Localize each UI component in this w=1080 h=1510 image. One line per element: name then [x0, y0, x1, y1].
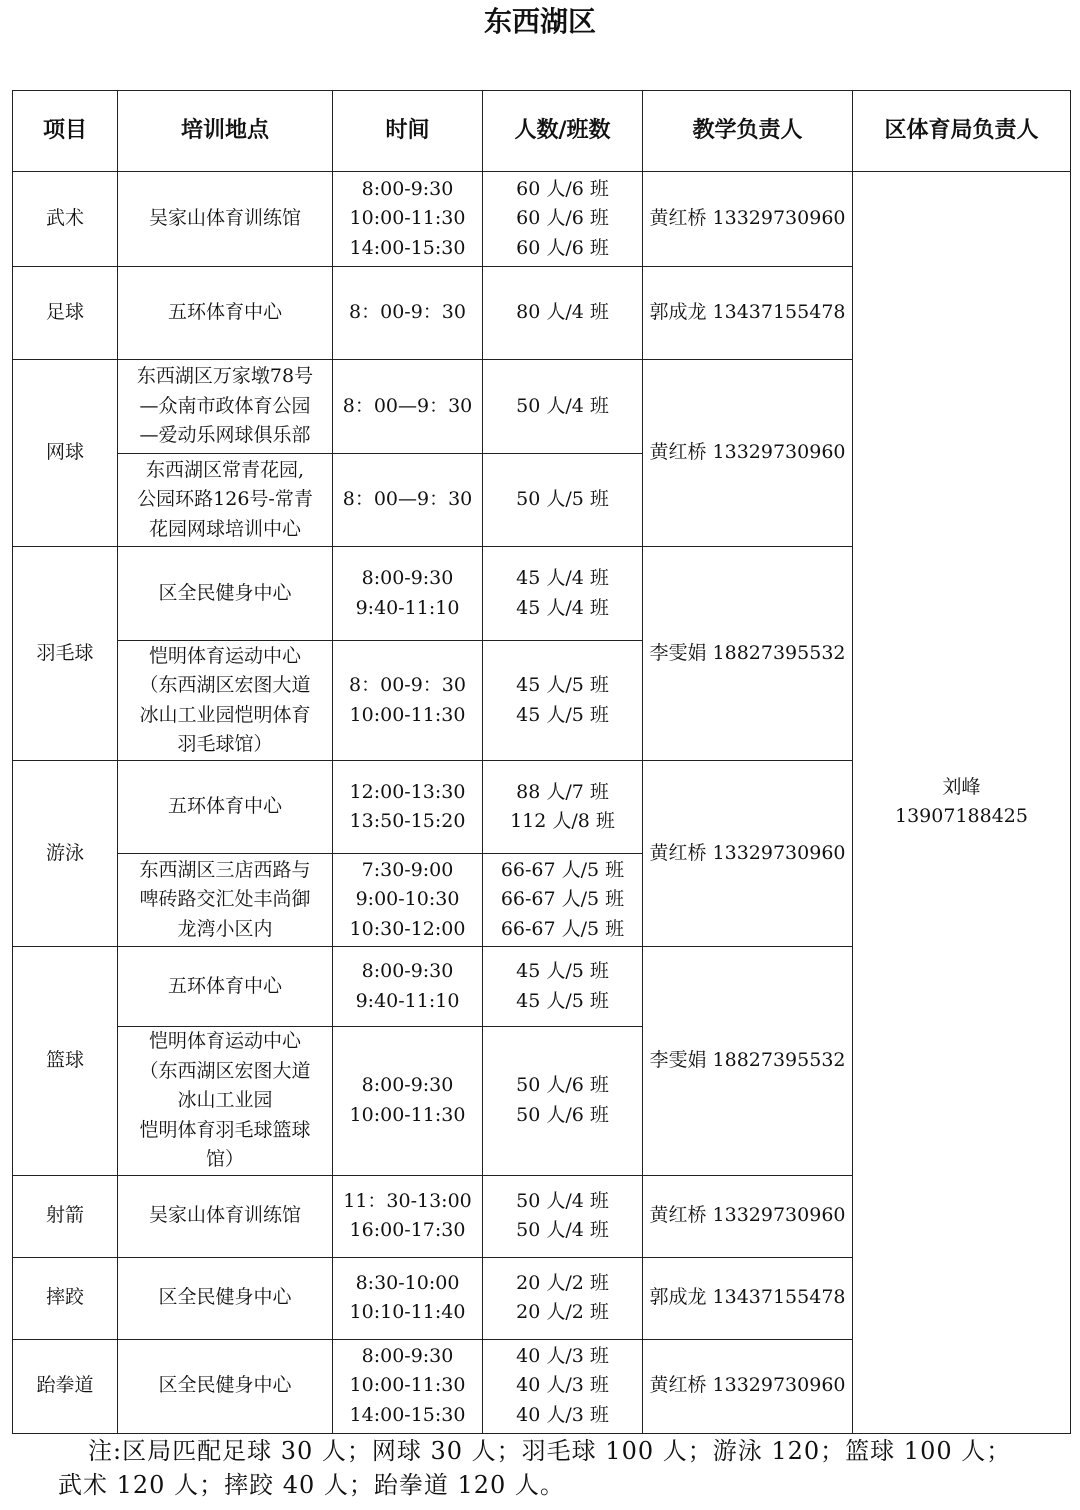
time-cell — [333, 761, 483, 854]
count-cell: 80 人/4 班 — [483, 267, 643, 360]
header-time: 时间 — [333, 91, 483, 172]
time-line: 8:00-9:30 — [361, 567, 454, 589]
teaching-lead-cell: 黄红桥 13329730960 — [643, 172, 853, 267]
time-cell — [333, 947, 483, 1027]
time-cell: 8：00—9：30 — [333, 360, 483, 454]
location-line: 龙湾小区内 — [177, 917, 273, 940]
location-cell: 区全民健身中心 — [118, 1339, 333, 1433]
location-line: 吴家山体育训练馆 — [148, 207, 301, 230]
project-cell: 射箭 — [13, 1175, 118, 1257]
time-cell — [333, 854, 483, 947]
location-cell: 五环体育中心 — [118, 267, 333, 360]
location-line: 恺明体育羽毛球篮球 — [139, 1118, 311, 1141]
count-line: 40 人/3 班 — [516, 1403, 609, 1426]
footnote-line-2: 武术 120 人；摔跤 40 人；跆拳道 120 人。 — [58, 1471, 565, 1499]
time-cell — [333, 1257, 483, 1339]
project-cell: 游泳 — [13, 761, 118, 947]
count-line: 112 人/8 班 — [510, 810, 615, 832]
time-cell: 8：00-9：30 — [333, 267, 483, 360]
count-line: 50 人/6 班 — [516, 1103, 609, 1126]
location-cell: 五环体育中心 — [118, 947, 333, 1027]
location-line: 冰山工业园恺明体育 — [139, 703, 311, 726]
location-line: —众南市政体育公园 — [139, 394, 311, 417]
project-cell: 羽毛球 — [13, 547, 118, 761]
header-count: 人数/班数 — [483, 91, 643, 172]
location-line: 冰山工业园 — [177, 1089, 273, 1111]
count-line: 60 人/6 班 — [516, 236, 609, 259]
schedule-table — [12, 90, 1071, 1434]
location-line: 馆） — [205, 1148, 244, 1170]
footnote-line-1: 注:区局匹配足球 30 人；网球 30 人；羽毛球 100 人；游泳 120；篮球 100 人； — [88, 1437, 1012, 1465]
teaching-lead-cell: 郭成龙 13437155478 — [643, 1257, 853, 1339]
time-line: 10:00-11:30 — [349, 207, 466, 230]
project-cell: 武术 — [13, 172, 118, 267]
location-line: 公园环路126号-常青 — [137, 488, 313, 511]
location-line: 东西湖区万家墩78号 — [136, 365, 314, 388]
time-line: 8:00-9:30 — [361, 1074, 454, 1097]
location-line: （东西湖区宏图大道 — [139, 674, 311, 696]
count-line: 66-67 人/5 班 — [500, 858, 625, 881]
location-cell — [118, 854, 333, 947]
count-line: 45 人/4 班 — [516, 596, 609, 619]
teaching-lead-cell: 郭成龙 13437155478 — [643, 267, 853, 360]
location-line: 啤砖路交汇处丰尚御 — [139, 888, 311, 911]
count-line: 20 人/2 班 — [516, 1301, 609, 1323]
location-cell — [118, 641, 333, 761]
district-lead-phone: 13907188425 — [895, 805, 1028, 828]
count-line: 45 人/5 班 — [516, 960, 609, 982]
count-line: 66-67 人/5 班 — [500, 888, 625, 911]
district-lead-cell — [853, 172, 1071, 1434]
location-line: 花园网球培训中心 — [148, 517, 301, 540]
footnote — [28, 1434, 1058, 1502]
count-line: 45 人/5 班 — [516, 989, 609, 1012]
count-line: 45 人/5 班 — [516, 703, 609, 726]
time-line: 11：30-13:00 — [343, 1189, 472, 1212]
count-cell — [483, 172, 643, 267]
time-cell — [333, 547, 483, 641]
count-line: 45 人/4 班 — [516, 567, 609, 589]
time-cell — [333, 172, 483, 267]
count-cell — [483, 547, 643, 641]
header-teaching-lead: 教学负责人 — [643, 91, 853, 172]
location-line: 东西湖区常青花园, — [145, 458, 305, 481]
time-line: 9:00-10:30 — [355, 888, 460, 911]
count-cell — [483, 1027, 643, 1176]
location-cell: 吴家山体育训练馆 — [118, 1175, 333, 1257]
time-line: 10:00-11:30 — [349, 1374, 466, 1397]
project-cell: 篮球 — [13, 947, 118, 1176]
time-line: 9:40-11:10 — [355, 596, 460, 619]
count-line: 66-67 人/5 班 — [500, 917, 625, 940]
count-line: 50 人/4 班 — [516, 1219, 609, 1241]
location-line: 东西湖区三店西路与 — [139, 858, 311, 881]
teaching-lead-cell: 李雯娟 18827395532 — [643, 547, 853, 761]
count-line: 40 人/3 班 — [516, 1374, 609, 1397]
header-row — [13, 91, 1071, 172]
district-lead-name: 刘峰 — [942, 775, 981, 798]
teaching-lead-cell: 黄红桥 13329730960 — [643, 360, 853, 547]
time-cell: 8：00—9：30 — [333, 454, 483, 547]
location-line: 恺明体育运动中心 — [148, 644, 301, 667]
teaching-lead-cell: 黄红桥 13329730960 — [643, 1339, 853, 1433]
time-line: 12:00-13:30 — [349, 780, 466, 803]
time-line: 13:50-15:20 — [349, 810, 466, 832]
header-district-lead: 区体育局负责人 — [853, 91, 1071, 172]
count-cell — [483, 641, 643, 761]
location-line: （东西湖区宏图大道 — [139, 1059, 311, 1082]
location-cell: 区全民健身中心 — [118, 547, 333, 641]
count-cell — [483, 947, 643, 1027]
header-project: 项目 — [13, 91, 118, 172]
location-cell: 五环体育中心 — [118, 761, 333, 854]
location-line: —爱动乐网球俱乐部 — [139, 424, 311, 447]
count-cell — [483, 1175, 643, 1257]
time-line: 16:00-17:30 — [349, 1219, 466, 1241]
location-cell — [118, 1027, 333, 1176]
page-title: 东西湖区 — [483, 5, 596, 38]
count-cell — [483, 1257, 643, 1339]
teaching-lead-cell: 黄红桥 13329730960 — [643, 761, 853, 947]
project-cell: 网球 — [13, 360, 118, 547]
count-line: 60 人/6 班 — [516, 177, 609, 200]
count-line: 20 人/2 班 — [516, 1271, 609, 1294]
time-line: 10:00-11:30 — [349, 703, 466, 726]
project-cell: 跆拳道 — [13, 1339, 118, 1433]
location-cell — [118, 454, 333, 547]
count-line: 88 人/7 班 — [516, 780, 609, 803]
count-cell — [483, 761, 643, 854]
time-cell — [333, 641, 483, 761]
time-line: 8:00-9:30 — [361, 177, 454, 200]
count-cell — [483, 854, 643, 947]
count-line: 45 人/5 班 — [516, 674, 609, 696]
time-cell — [333, 1175, 483, 1257]
count-line: 50 人/6 班 — [516, 1074, 609, 1097]
project-cell: 足球 — [13, 267, 118, 360]
time-line: 8:00-9:30 — [361, 960, 454, 982]
time-line: 10:30-12:00 — [349, 917, 466, 940]
header-location: 培训地点 — [118, 91, 333, 172]
time-line: 8:30-10:00 — [355, 1271, 460, 1294]
time-line: 10:00-11:30 — [349, 1103, 466, 1126]
location-cell — [118, 172, 333, 267]
teaching-lead-cell: 李雯娟 18827395532 — [643, 947, 853, 1176]
table-row-wushu — [13, 172, 1071, 267]
location-line: 恺明体育运动中心 — [148, 1030, 301, 1052]
time-line: 7:30-9:00 — [361, 858, 454, 881]
location-line: 羽毛球馆） — [177, 733, 273, 755]
location-cell — [118, 360, 333, 454]
time-line: 9:40-11:10 — [355, 989, 460, 1012]
location-cell: 区全民健身中心 — [118, 1257, 333, 1339]
time-line: 8:00-9:30 — [361, 1344, 454, 1367]
teaching-lead-cell: 黄红桥 13329730960 — [643, 1175, 853, 1257]
time-line: 14:00-15:30 — [349, 236, 466, 259]
count-cell: 50 人/5 班 — [483, 454, 643, 547]
project-cell: 摔跤 — [13, 1257, 118, 1339]
time-line: 10:10-11:40 — [349, 1301, 466, 1323]
time-line: 8：00-9：30 — [349, 674, 466, 696]
count-line: 50 人/4 班 — [516, 1189, 609, 1212]
count-line: 60 人/6 班 — [516, 207, 609, 230]
count-cell — [483, 1339, 643, 1433]
time-line: 14:00-15:30 — [349, 1403, 466, 1426]
count-line: 40 人/3 班 — [516, 1344, 609, 1367]
time-cell — [333, 1027, 483, 1176]
count-cell: 50 人/4 班 — [483, 360, 643, 454]
time-cell — [333, 1339, 483, 1433]
